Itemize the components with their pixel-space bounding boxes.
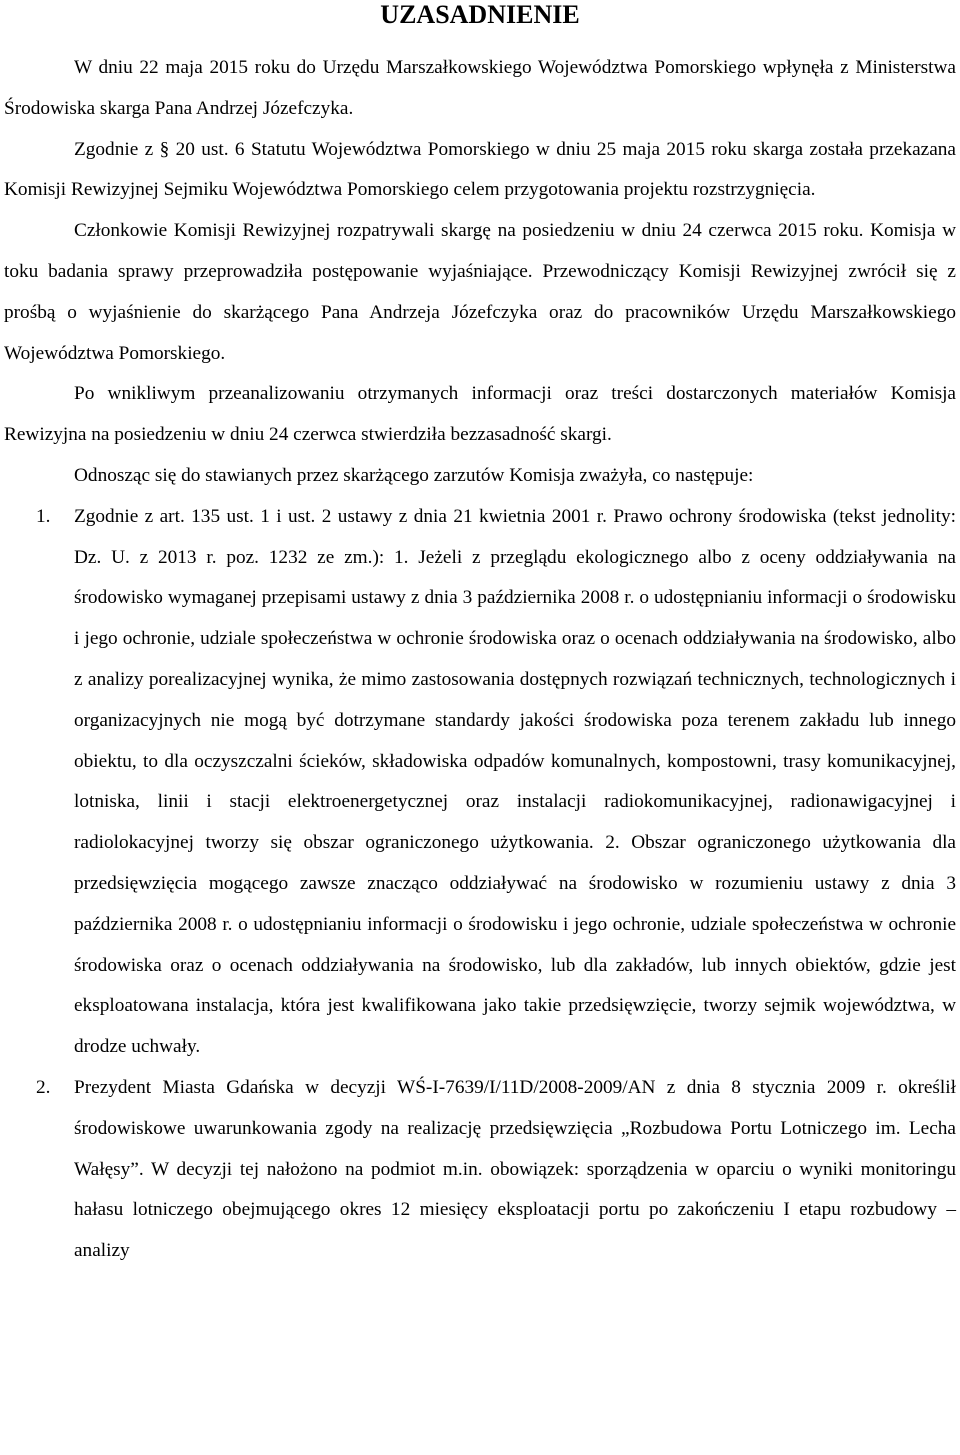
list-item <box>4 497 956 1068</box>
list-item-text: Prezydent Miasta Gdańska w decyzji WŚ-I-7639/I/11D/2008-2009/AN z dnia 8 stycznia 2009 r. określił środowiskowe uwarunkowania zgody na realizację przedsięwzięcia „Rozbudowa Portu Lotniczego im. Lecha Wałęsy”. W decyzji tej nałożono na podmiot m.in. obowiązek: sporządzenia w oparciu o wyniki monitoringu hałasu lotniczego obejmującego okres 12 miesięcy eksploatacji portu po zakończeniu I etapu rozbudowy – analizy <box>74 1076 956 1262</box>
paragraph-committee-finding: Po wnikliwym przeanalizowaniu otrzymanych informacji oraz treści dostarczonych materiałów Komisja Rewizyjna na posiedzeniu w dniu 24 czerwca stwierdziła bezzasadność skargi. <box>4 383 956 446</box>
paragraph-considerations-intro: Odnosząc się do stawianych przez skarżącego zarzutów Komisja zważyła, co następuje: <box>74 464 754 486</box>
document-title: UZASADNIENIE <box>380 0 580 29</box>
paragraph-committee-review: Członkowie Komisji Rewizyjnej rozpatrywali skargę na posiedzeniu w dniu 24 czerwca 2015 roku. Komisja w toku badania sprawy przeprowadziła postępowanie wyjaśniające. Przewodniczący Komisji Rewizyjnej zwrócił się z prośbą o wyjaśnienie do skarżącego Pana Andrzeja Józefczyka oraz do pracowników Urzędu Marszałkowskiego Województwa Pomorskiego. <box>4 220 956 364</box>
list-item-text: Zgodnie z art. 135 ust. 1 i ust. 2 ustawy z dnia 21 kwietnia 2001 r. Prawo ochrony środowiska (tekst jednolity: Dz. U. z 2013 r. poz. 1232 ze zm.): 1. Jeżeli z przeglądu ekologicznego albo z oceny oddziaływania na środowisko wymaganej przepisami ustawy z dnia 3 października 2008 r. o udostępnianiu informacji o środowisku i jego ochronie, udziale społeczeństwa w ochronie środowiska oraz o ocenach oddziaływania na środowisko, albo z analizy porealizacyjnej wynika, że mimo zastosowania dostępnych rozwiązań technicznych, technologicznych i organizacyjnych nie mogą być dotrzymane standardy jakości środowiska poza terenem zakładu lub innego obiektu, to dla oczyszczalni ścieków, składowiska odpadów komunalnych, kompostowni, trasy komunikacyjnej, lotniska, linii i stacji elektroenergetycznej oraz instalacji radiokomunikacyjnej, radionawigacyjnej i radiolokacyjnej tworzy się obszar ograniczonego użytkowania. 2. Obszar ograniczonego użytkowania dla przedsięwzięcia mogącego zawsze znacząco oddziaływać na środowisko w rozumieniu ustawy z dnia 3 października 2008 r. o udostępnianiu informacji o środowisku i jego ochronie, udziale społeczeństwa w ochronie środowiska oraz o ocenach oddziaływania na środowisko, lub dla zakładów, lub innych obiektów, gdzie jest eksploatowana instalacja, która jest kwalifikowana jako takie przedsięwzięcie, tworzy sejmik województwa, w drodze uchwały. <box>74 505 956 1058</box>
list-item-number: 1. <box>36 505 51 527</box>
list-item-number: 2. <box>36 1076 51 1098</box>
considerations-list <box>4 497 956 1272</box>
paragraph-complaint-received: W dniu 22 maja 2015 roku do Urzędu Marszałkowskiego Województwa Pomorskiego wpłynęła z Ministerstwa Środowiska skarga Pana Andrzej Józefczyka. <box>4 57 956 119</box>
paragraph-complaint-forwarded: Zgodnie z § 20 ust. 6 Statutu Województwa Pomorskiego w dniu 25 maja 2015 roku skarga została przekazana Komisji Rewizyjnej Sejmiku Województwa Pomorskiego celem przygotowania projektu rozstrzygnięcia. <box>4 138 956 201</box>
list-item <box>4 1068 956 1272</box>
